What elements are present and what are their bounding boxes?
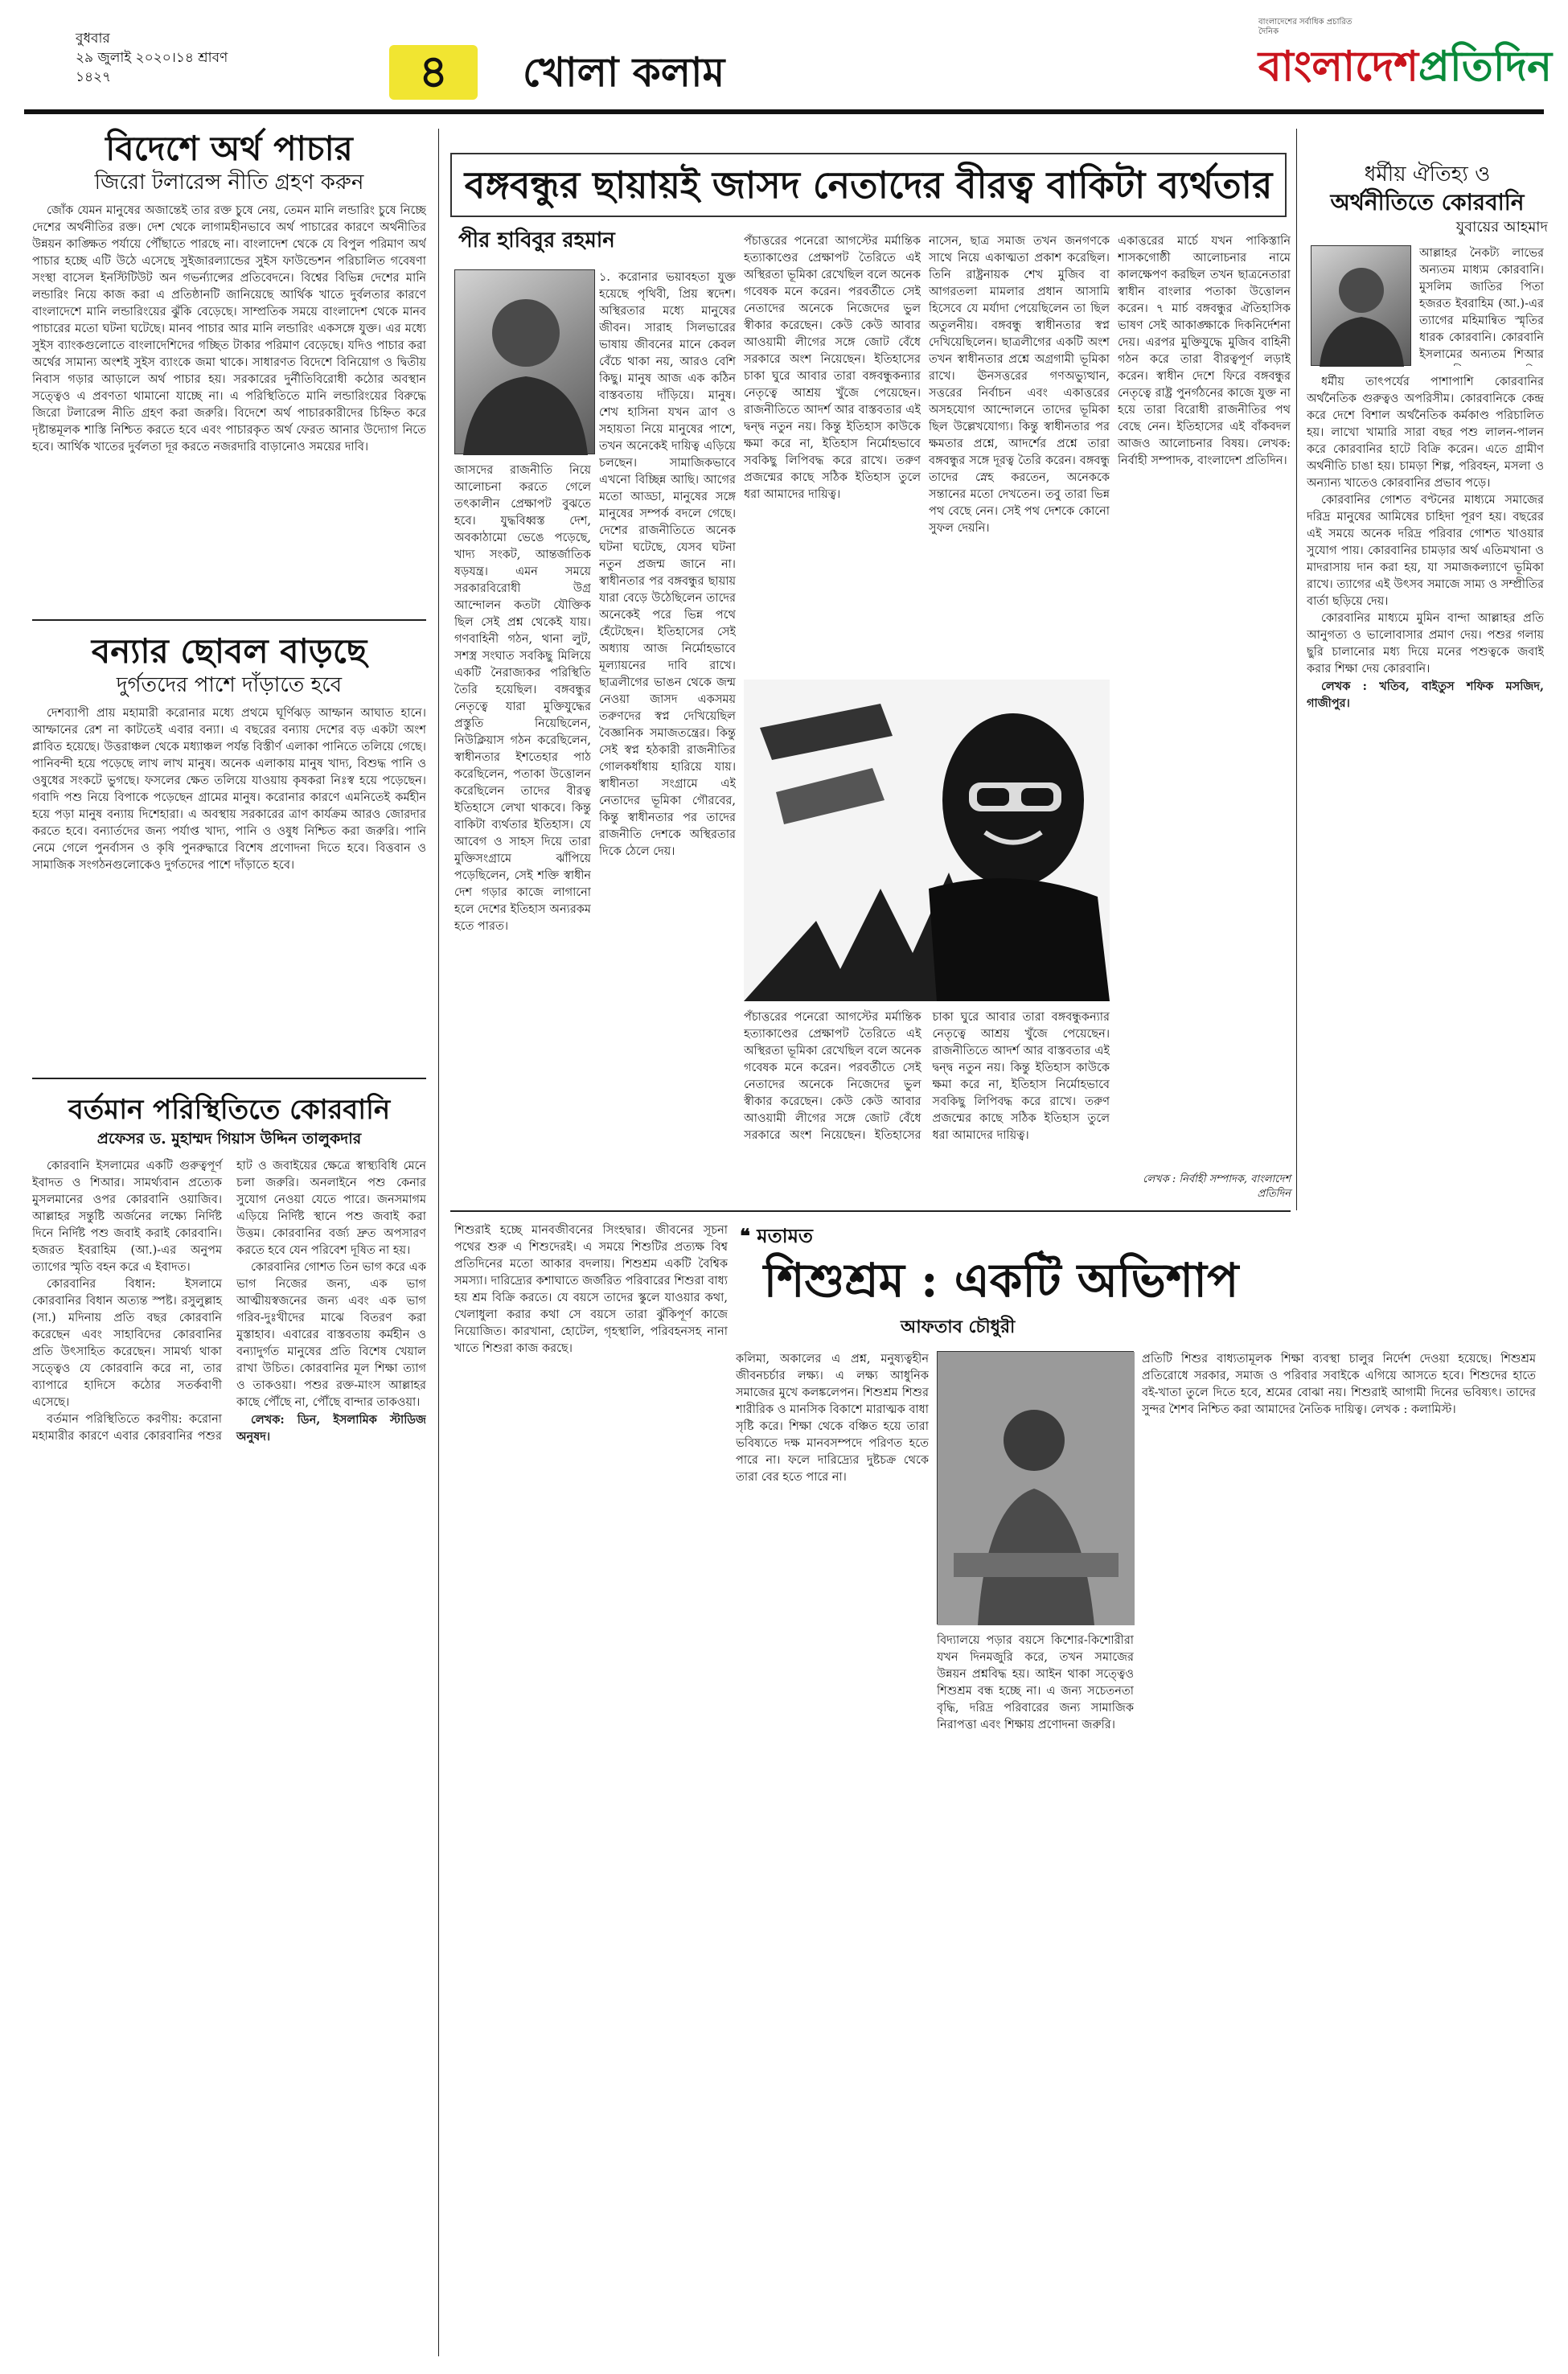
editorial2-paragraph: দেশব্যাপী প্রায় মহামারী করোনার মধ্যে প্রথমে ঘূর্ণিঝড় আম্ফান আঘাত হানে। আম্ফানের রেশ না কাটতেই এবার বন্যা। এ বছরের বন্যায় দেশের বড় একটা অংশ প্লাবিত হয়েছে। উত্তরাঞ্চল থেকে মধ্যাঞ্চল পর্যন্ত বিস্তীর্ণ এলাকা পানিতে তলিয়ে গেছে। পানিবন্দী হয়ে পড়েছে লাখ লাখ মানুষ। অনেক এলাকায় মানুষ খাদ্য, বিশুদ্ধ পানি ও ওষুধের সংকটে ভুগছে। ফসলের ক্ষেত তলিয়ে যাওয়ায় কৃষকরা নিঃস্ব হয়ে পড়েছেন। গবাদি পশু নিয়ে বিপাকে পড়েছেন গ্রামের মানুষ। করোনার কারণে এমনিতেই কর্মহীন হয়ে পড়া মানুষ বন্যায় দিশেহারা। এ অবস্থায় সরকারের ত্রাণ কার্যক্রম আরও জোরদার করতে হবে। বন্যার্তদের জন্য পর্যাপ্ত খাদ্য, পানি ও ওষুধ নিশ্চিত করা জরুরি। পানি নেমে গেলে পুনর্বাসন ও কৃষি পুনরুদ্ধারে বিশেষ প্রণোদনা দিতে হবে। বিত্তবান ও সামাজিক সংগঠনগুলোকেও দুর্গতদের পাশে দাঁড়াতে হবে। [32,707,426,872]
opinion-column-1: শিশুরাই হচ্ছে মানবজীবনের সিংহদ্বার। জীবনের সূচনা পথের শুরু এ শিশুদেরই। এ সময়ে শিশুটির প্রত্যক্ষ বিশ্ব প্রতিদিনের মতো আকার বদলায়। শিশুশ্রম একটি বৈশ্বিক সমস্যা। দারিদ্র্যের কশাঘাতে জর্জরিত পরিবারের শিশুরা বাধ্য হয় শ্রম বিক্রি করতে। যে বয়সে তাদের স্কুলে যাওয়ার কথা, খেলাধুলা করার কথা সে বয়সে তারা ঝুঁকিপূর্ণ কাজে নিয়োজিত। কারখানা, হোটেল, গৃহস্থালি, পরিবহনসহ নানা খাতে শিশুরা কাজ করছে। [454,1224,728,1355]
section-title: খোলা কলাম [523,48,725,96]
header-rule [24,109,1544,114]
korbani-title: বর্তমান পরিস্থিতিতে কোরবানি [68,1094,391,1126]
divider [32,1078,426,1079]
right-byline: লেখক : খতিব, বাইতুস শফিক মসজিদ, গাজীপুর। [1307,680,1544,710]
person-icon [455,270,596,455]
editorial2-body [32,705,426,1083]
korbani-paragraph: কোরবানি ইসলামের একটি গুরুত্বপূর্ণ ইবাদত ও শিআর। সামর্থ্যবান প্রত্যেক মুসলমানের ওপর কোরবানি ওয়াজিব। আল্লাহর সন্তুষ্টি অর্জনের লক্ষ্যে নির্দিষ্ট দিনে নির্দিষ্ট পশু জবাই করাই কোরবানি। হজরত ইবরাহিম (আ.)-এর অনুপম ত্যাগের স্মৃতি বহন করে এ ইবাদত। [32,1160,222,1274]
divider [450,1210,1291,1212]
column-divider [1296,129,1297,1210]
korbani-paragraph: বর্তমান পরিস্থিতিতে করণীয়: করোনা মহামারীর কারণে এবার কোরবানির পশুর হাট ও জবাইয়ের ক্ষেত্রে স্বাস্থ্যবিধি মেনে চলা জরুরি। অনলাইনে পশু কেনার সুযোগ নেওয়া যেতে পারে। জনসমাগম এড়িয়ে নির্দিষ্ট স্থানে পশু জবাই করা উত্তম। কোরবানির বর্জ্য দ্রুত অপসারণ করতে হবে যেন পরিবেশ দূষিত না হয়। [32,1160,426,1443]
logo-red-text: বাংলাদেশ [1258,43,1419,91]
article-korbani [32,1092,426,2348]
editorial-flood [32,631,426,1083]
main-column-3: পঁচাত্তরের পনেরো আগস্টের মর্মান্তিক হত্যাকাণ্ডের প্রেক্ষাপট তৈরিতে এই অস্থিরতা ভূমিকা রেখেছিল বলে অনেক গবেষক মনে করেন। পরবর্তীতে সেই নেতাদের অনেকে নিজেদের ভুল স্বীকার করেছেন। কেউ কেউ আবার আওয়ামী লীগের সঙ্গে জোট বেঁধে সরকারে অংশ নিয়েছেন। ইতিহাসের চাকা ঘুরে আবার তারা বঙ্গবন্ধুকন্যার নেতৃত্বে আশ্রয় খুঁজে পেয়েছেন। রাজনীতিতে আদর্শ আর বাস্তবতার এই দ্বন্দ্ব নতুন নয়। কিন্তু ইতিহাস কাউকে ক্ষমা করে না, ইতিহাস নির্মোহভাবে সবকিছু লিপিবদ্ধ করে রাখে। তরুণ প্রজন্মের কাছে সঠিক ইতিহাস তুলে ধরা আমাদের দায়িত্ব। [744,235,921,501]
main-column-4: নাসেন, ছাত্র সমাজ তখন জনগণকে সাথে নিয়ে একাত্মতা প্রকাশ করেছিল। তিনি রাষ্ট্রনায়ক শেখ মুজিব বা আগরতলা মামলার প্রধান আসামি হিসেবে যে মর্যাদা পেয়েছিলেন তা ছিল অতুলনীয়। বঙ্গবন্ধু স্বাধীনতার স্বপ্ন দেখিয়েছিলেন। ছাত্রলীগের একটি অংশ তখন স্বাধীনতার প্রশ্নে অগ্রগামী ভূমিকা রাখে। ঊনসত্তরের গণঅভ্যুত্থান, সত্তরের নির্বাচন এবং একাত্তরের অসহযোগ আন্দোলনে তাদের ভূমিকা ছিল উল্লেখযোগ্য। কিন্তু স্বাধীনতার পর ক্ষমতার প্রশ্নে, আদর্শের প্রশ্নে তারা বঙ্গবন্ধুর সঙ্গে দূরত্ব তৈরি করেন। বঙ্গবন্ধু তাদের স্নেহ করতেন, অনেককে সন্তানের মতো দেখতেন। তবু তারা ভিন্ন পথ বেছে নেন। সেই পথ দেশকে কোনো সুফল দেয়নি। [929,235,1110,535]
opinion-column-4: প্রতিটি শিশুর বাধ্যতামূলক শিক্ষা ব্যবস্থা চালুর নির্দেশ দেওয়া হয়েছে। শিশুশ্রম প্রতিরোধে সরকার, সমাজ ও পরিবার সবাইকে এগিয়ে আসতে হবে। শিশুদের হাতে বই-খাতা তুলে দিতে হবে, শ্রমের বোঝা নয়। শিশুরাই আগামী দিনের ভবিষ্যৎ। তাদের সুন্দর শৈশব নিশ্চিত করা আমাদের নৈতিক দায়িত্ব। লেখক : কলামিস্ট। [1142,1353,1536,1416]
right-title-line2: অর্থনীতিতে কোরবানি [1330,189,1525,216]
main-column-6: পঁচাত্তরের পনেরো আগস্টের মর্মান্তিক হত্যাকাণ্ডের প্রেক্ষাপট তৈরিতে এই অস্থিরতা ভূমিকা রেখেছিল বলে অনেক গবেষক মনে করেন। পরবর্তীতে সেই নেতাদের অনেকে নিজেদের ভুল স্বীকার করেছেন। কেউ কেউ আবার আওয়ামী লীগের সঙ্গে জোট বেঁধে সরকারে অংশ নিয়েছেন। ইতিহাসের চাকা ঘুরে আবার তারা বঙ্গবন্ধুকন্যার নেতৃত্বে আশ্রয় খুঁজে পেয়েছেন। রাজনীতিতে আদর্শ আর বাস্তবতার এই দ্বন্দ্ব নতুন নয়। কিন্তু ইতিহাস কাউকে ক্ষমা করে না, ইতিহাস নির্মোহভাবে সবকিছু লিপিবদ্ধ করে রাখে। তরুণ প্রজন্মের কাছে সঠিক ইতিহাস তুলে ধরা আমাদের দায়িত্ব। [744,1011,1110,1142]
editorial1-title: বিদেশে অর্থ পাচার [105,129,353,168]
illustration [744,680,1110,1001]
header-day: বুধবার [76,31,110,47]
main-column-5: একাত্তরের মার্চে যখন পাকিস্তানি শাসকগোষ্ঠী আলোচনার নামে কালক্ষেপণ করছিল তখন ছাত্রনেতারা স্বাধীন বাংলার পতাকা উত্তোলন করেন। ৭ মার্চ বঙ্গবন্ধুর ঐতিহাসিক ভাষণ সেই আকাঙ্ক্ষাকে দিকনির্দেশনা দেয়। এরপর মুক্তিযুদ্ধে মুজিব বাহিনী গঠন করে তারা বীরত্বপূর্ণ লড়াই করেন। স্বাধীন দেশে ফিরে বঙ্গবন্ধুর নেতৃত্বে রাষ্ট্র পুনর্গঠনের কাজে যুক্ত না হয়ে তারা বিরোধী রাজনীতির পথ বেছে নেন। ইতিহাসের এই বাঁকবদল আজও আলোচনার বিষয়। লেখক: নির্বাহী সম্পাদক, বাংলাদেশ প্রতিদিন। [1118,235,1291,467]
main-column-1: ১. করোনার ভয়াবহতা যুক্ত হয়েছে পৃথিবী, প্রিয় স্বদেশ। অস্থিরতার মধ্যে মানুষের জীবন। সারাহ সিলভারের ভাষায় জীবনের মানে কেবল বেঁচে থাকা নয়, আরও বেশি কিছু। মানুষ আজ এক কঠিন বাস্তবতায় দাঁড়িয়ে। মানুষ। শেখ হাসিনা যখন ত্রাণ ও সহায়তা নিয়ে মানুষের পাশে, তখন অনেকেই দায়িত্ব এড়িয়ে চলছেন। সামাজিকভাবে এখনো বিচ্ছিন্ন আছি। আগের মতো আড্ডা, মানুষের সঙ্গে মানুষের সম্পর্ক বদলে গেছে। দেশের রাজনীতিতে অনেক ঘটনা ঘটেছে, যেসব ঘটনা নতুন প্রজন্ম জানে না। স্বাধীনতার পর বঙ্গবন্ধুর ছায়ায় যারা বেড়ে উঠেছিলেন তাদের অনেকেই পরে ভিন্ন পথে হেঁটেছেন। ইতিহাসের সেই অধ্যায় আজ নির্মোহভাবে মূল্যায়নের দাবি রাখে। ছাত্রলীগের ভাঙন থেকে জন্ম নেওয়া জাসদ একসময় তরুণদের স্বপ্ন দেখিয়েছিল বৈজ্ঞানিক সমাজতন্ত্রের। কিন্তু সেই স্বপ্ন হঠকারী রাজনীতির গোলকধাঁধায় হারিয়ে যায়। স্বাধীনতা সংগ্রামে এই নেতাদের ভূমিকা গৌরবের, কিন্তু স্বাধীনতার পর তাদের রাজনীতি দেশকে অস্থিরতার দিকে ঠেলে দেয়। [599,271,736,858]
right-author-photo [1311,245,1411,366]
editorial1-paragraph: জোঁক যেমন মানুষের অজান্তেই তার রক্ত চুষে নেয়, তেমন মানি লন্ডারিং চুষে নিচ্ছে দেশের অর্থনীতির রক্ত। দেশ থেকে লাগামহীনভাবে অর্থ পাচারের কারণে অর্থনীতির উন্নয়ন কাঙ্ক্ষিত পর্যায়ে পৌঁছাতে পারছে না। বাংলাদেশ থেকে যে বিপুল পরিমাণ অর্থ পাচার হচ্ছে এটি উঠে এসেছে সুইজারল্যান্ডের সুইস ফাউন্ডেশন পরিচালিত গবেষণা সংস্থা বাসেল ইনস্টিটিউট অন গভর্ন্যান্সের প্রতিবেদনে। বিশ্বের বিভিন্ন দেশের মানি লন্ডারিং নিয়ে কাজ করা এ প্রতিষ্ঠানটি জানিয়েছে আর্থিক খাতে দুর্বলতার কারণে বাংলাদেশে মানি লন্ডারিংয়ের ঝুঁকি বেড়েছে। সাম্প্রতিক সময়ে বাংলাদেশ থেকে মানব পাচারের মতো ঘটনা ঘটেছে। মানব পাচার আর মানি লন্ডারিং একসঙ্গে যুক্ত। এর মধ্যে সুইস ব্যাংকগুলোতে বাংলাদেশিদের গচ্ছিত টাকার পরিমাণ বেড়েছে। যদিও পাচার করা অর্থের সামান্য অংশই সুইস ব্যাংকে জমা থাকে। সাধারণত বিদেশে বিনিয়োগ ও দ্বিতীয় নিবাস গড়ার আড়ালে অর্থ পাচার হয়। সরকারের দুর্নীতিবিরোধী কঠোর অবস্থান সত্ত্বেও এ প্রবণতা থামানো যাচ্ছে না। এ পরিস্থিতিতে মানি লন্ডারিংয়ের বিরুদ্ধে জিরো টলারেন্স নীতি গ্রহণ করা জরুরি। বিদেশে অর্থ পাচারকারীদের চিহ্নিত করে দৃষ্টান্তমূলক শাস্তি নিশ্চিত করতে হবে এবং পাচারকৃত অর্থ ফেরত আনার উদ্যোগ নিতে হবে। আর্থিক খাতের দুর্বলতা দূর করতে নজরদারি বাড়ানোও সময়ের দাবি। [32,204,426,454]
opinion-column-3: বিদ্যালয়ে পড়ার বয়সে কিশোর-কিশোরীরা যখন দিনমজুরি করে, তখন সমাজের উন্নয়ন প্রশ্নবিদ্ধ হয়। আইন থাকা সত্ত্বেও শিশুশ্রম বন্ধ হচ্ছে না। এ জন্য সচেতনতা বৃদ্ধি, দরিদ্র পরিবারের জন্য সামাজিক নিরাপত্তা এবং শিক্ষায় প্রণোদনা জরুরি। [937,1634,1134,1731]
korbani-paragraph: কোরবানির বিধান: ইসলামে কোরবানির বিধান অত্যন্ত স্পষ্ট। রসুলুল্লাহ (সা.) মদিনায় প্রতি বছর কোরবানি করেছেন এবং সাহাবিদের কোরবানির প্রতি উৎসাহিত করেছেন। সামর্থ্য থাকা সত্ত্বেও যে কোরবানি করে না, তার ব্যাপারে হাদিসে কঠোর সতর্কবাণী এসেছে। [32,1278,222,1409]
opinion-author: আফতাব চৌধুরী [901,1316,1016,1337]
right-author: যুবায়ের আহমাদ [1455,219,1548,236]
editorial2-subtitle: দুর্গতদের পাশে দাঁড়াতে হবে [116,673,343,697]
editorial1-body [32,203,426,629]
right-paragraph: ধর্মীয় তাৎপর্যের পাশাপাশি কোরবানির অর্থনৈতিক গুরুত্বও অপরিসীম। কোরবানিকে কেন্দ্র করে দেশে বিশাল অর্থনৈতিক কর্মকাণ্ড পরিচালিত হয়। লাখো খামারি সারা বছর পশু লালন-পালন করে কোরবানির হাটে বিক্রি করেন। এতে গ্রামীণ অর্থনীতি চাঙা হয়। চামড়া শিল্প, পরিবহন, মসলা ও অন্যান্য খাতেও কোরবানির প্রভাব পড়ে। [1307,376,1544,490]
right-article [1307,161,1548,238]
page-number-badge: ৪ [389,45,478,100]
main-column-2: জাসদের রাজনীতি নিয়ে আলোচনা করতে গেলে তৎকালীন প্রেক্ষাপট বুঝতে হবে। যুদ্ধবিধ্বস্ত দেশ, অবকাঠামো ভেঙে পড়েছে, খাদ্য সংকট, আন্তর্জাতিক ষড়যন্ত্র। এমন সময়ে সরকারবিরোধী উগ্র আন্দোলন কতটা যৌক্তিক ছিল সেই প্রশ্ন থেকেই যায়। গণবাহিনী গঠন, থানা লুট, সশস্ত্র সংঘাত সবকিছু মিলিয়ে একটি নৈরাজ্যকর পরিস্থিতি তৈরি হয়েছিল। বঙ্গবন্ধুর নেতৃত্বে যারা মুক্তিযুদ্ধের প্রস্তুতি নিয়েছিলেন, নিউক্লিয়াস গঠন করেছিলেন, স্বাধীনতার ইশতেহার পাঠ করেছিলেন, পতাকা উত্তোলন করেছিলেন তাদের বীরত্ব ইতিহাসে লেখা থাকবে। কিন্তু বাকিটা ব্যর্থতার ইতিহাস। যে আবেগ ও সাহস দিয়ে তারা মুক্তিসংগ্রামে ঝাঁপিয়ে পড়েছিলেন, সেই শক্তি স্বাধীন দেশ গড়ার কাজে লাগানো হলে দেশের ইতিহাস অন্যরকম হতে পারত। [454,464,591,933]
main-headline: বঙ্গবন্ধুর ছায়ায়ই জাসদ নেতাদের বীরত্ব বাকিটা ব্যর্থতার [464,163,1273,207]
korbani-body [32,1158,426,2348]
header-date [76,29,261,87]
child-worker-icon [938,1352,1135,1625]
korbani-author: প্রফেসর ড. মুহাম্মদ গিয়াস উদ্দিন তালুকদার [96,1130,362,1148]
newspaper-logo[interactable] [1254,31,1552,103]
main-author: পীর হাবিবুর রহমান [458,228,615,253]
right-paragraph: কোরবানির মাধ্যমে মুমিন বান্দা আল্লাহর প্রতি আনুগত্য ও ভালোবাসার প্রমাণ দেয়। পশুর গলায় ছুরি চালানোর মধ্য দিয়ে মনের পশুত্বকে জবাই করার শিক্ষা দেয় কোরবানি। [1307,612,1544,676]
editorial1-subtitle: জিরো টলারেন্স নীতি গ্রহণ করুন [94,170,364,195]
korbani-paragraph: কোরবানির গোশত তিন ভাগ করে এক ভাগ নিজের জন্য, এক ভাগ আত্মীয়স্বজনের জন্য এবং এক ভাগ গরিব-দুঃখীদের মাঝে বিতরণ করা মুস্তাহাব। এবারের বাস্তবতায় কর্মহীন ও বন্যাদুর্গত মানুষের প্রতি বিশেষ খেয়াল রাখা উচিত। কোরবানির মূল শিক্ষা ত্যাগ ও তাকওয়া। পশুর রক্ত-মাংস আল্লাহর কাছে পৌঁছে না, পৌঁছে বান্দার তাকওয়া। [236,1261,426,1409]
quote-icon: ❝ [740,1224,757,1247]
opinion-title: শিশুশ্রম : একটি অভিশাপ [763,1253,1239,1308]
person-icon [1311,246,1412,367]
opinion-column-2: কলিমা, অকালের এ প্রশ্ন, মনুষ্যত্বহীন জীবনচর্চার লক্ষ্য। এ লক্ষ্য আধুনিক সমাজের মুখে কলঙ্কলেপন। শিশুশ্রম শিশুর শারীরিক ও মানসিক বিকাশে মারাত্মক বাধা সৃষ্টি করে। শিক্ষা থেকে বঞ্চিত হয়ে তারা ভবিষ্যতে দক্ষ মানবসম্পদে পরিণত হতে পারে না। ফলে দারিদ্র্যের দুষ্টচক্র থেকে তারা বের হতে পারে না। [736,1353,929,1484]
logo-tagline: বাংলাদেশের সর্বাধিক প্রচারিত দৈনিক [1258,18,1353,36]
right-body [1307,374,1544,1202]
child-labor-photo [937,1351,1134,1624]
column-divider [438,129,439,2356]
opinion-label: ❝ মতামত [740,1224,813,1247]
right-title-line1: ধর্মীয় ঐতিহ্য ও [1364,162,1491,187]
editorial2-title: বন্যার ছোবল বাড়ছে [91,631,367,671]
editorial-money-laundering [32,129,426,629]
main-headline-box [450,153,1287,217]
korbani-byline: লেখক: ডিন, ইসলামিক স্টাডিজ অনুষদ। [236,1413,426,1444]
main-caption: লেখক : নির্বাহী সম্পাদক, বাংলাদেশ প্রতিদিন [1143,1173,1291,1200]
divider [32,619,426,621]
logo-green-text: প্রতিদিন [1418,43,1552,91]
portrait-illustration-icon [744,680,1110,1001]
right-intro: আল্লাহর নৈকট্য লাভের অন্যতম মাধ্যম কোরবানি। মুসলিম জাতির পিতা হজরত ইবরাহিম (আ.)-এর ত্যাগের মহিমান্বিত স্মৃতির ধারক কোরবানি। কোরবানি ইসলামের অন্যতম শিআর [1419,247,1544,361]
author-photo [454,269,595,454]
right-paragraph: কোরবানির গোশত বণ্টনের মাধ্যমে সমাজের দরিদ্র মানুষের আমিষের চাহিদা পূরণ হয়। বছরের এই সময়ে অনেক দরিদ্র পরিবার গোশত খাওয়ার সুযোগ পায়। কোরবানির চামড়ার অর্থ এতিমখানা ও মাদরাসায় দান করা হয়, যা সমাজকল্যাণে ভূমিকা রাখে। ত্যাগের এই উৎসব সমাজে সাম্য ও সম্প্রীতির বার্তা ছড়িয়ে দেয়। [1307,494,1544,608]
header-date-text: ২৯ জুলাই ২০২০।১৪ শ্রাবণ ১৪২৭ [76,50,228,85]
